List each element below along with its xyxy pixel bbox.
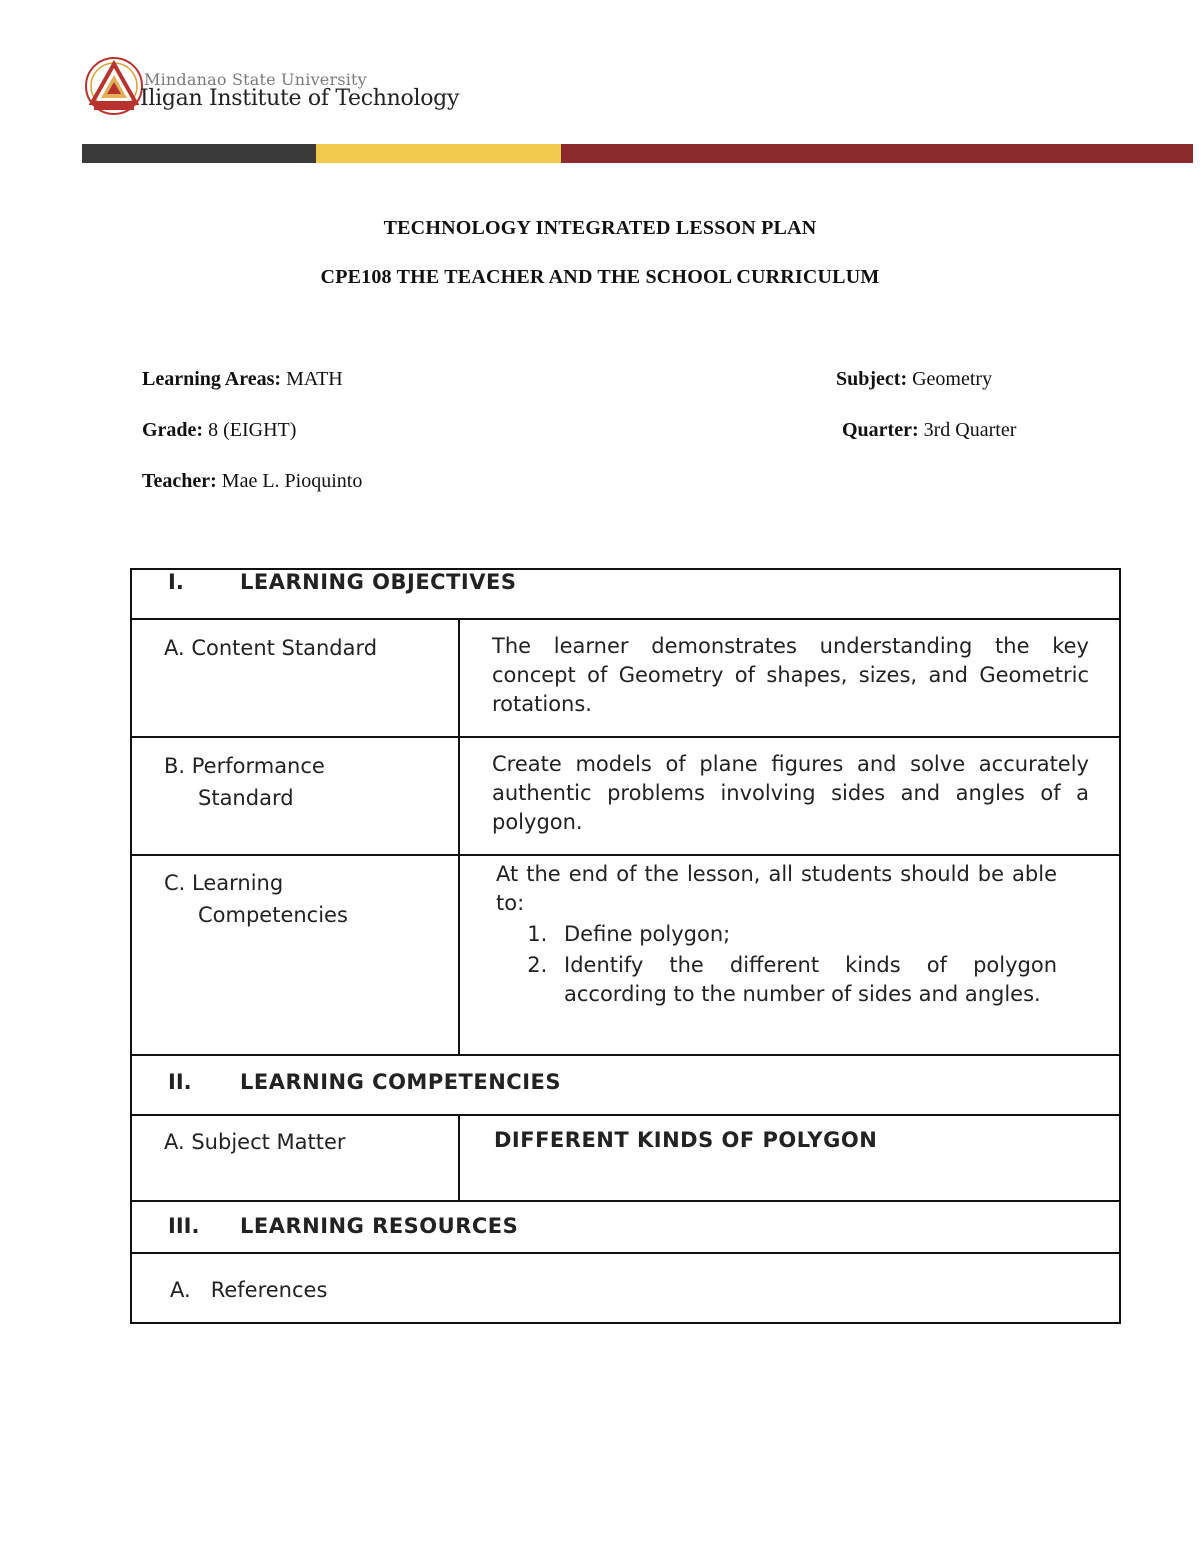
row-text (460, 856, 1119, 1009)
course-title: CPE108 THE TEACHER AND THE SCHOOL CURRICULUM (320, 266, 880, 288)
section-title: LEARNING COMPETENCIES (240, 1070, 561, 1094)
competencies-list (492, 920, 1057, 1009)
section-number: III. (168, 1214, 200, 1238)
list-item: 2. Identify the different kinds of polygon according to the number of sides and angles. (554, 951, 1057, 1009)
row-label (132, 738, 458, 814)
competencies-intro: At the end of the lesson, all students should be able to: (496, 862, 1057, 915)
row-label-line2: Competencies (198, 903, 348, 927)
row-label (132, 856, 458, 931)
lesson-plan-table (130, 568, 1121, 1324)
section-row-learning-resources (131, 1201, 1120, 1253)
table-row-content-standard (131, 619, 1120, 737)
subject (836, 368, 992, 391)
subject-matter-value: DIFFERENT KINDS OF POLYGON (494, 1128, 878, 1152)
university-name: Mindanao State University (144, 70, 367, 89)
row-label-line2: Standard (198, 786, 294, 810)
row-label: A. Content Standard (164, 636, 378, 660)
document-title: TECHNOLOGY INTEGRATED LESSON PLAN (383, 217, 817, 239)
row-text: The learner demonstrates understanding the key concept of Geometry of shapes, sizes, and Geometric rotations. (492, 634, 1089, 716)
section-title: LEARNING RESOURCES (240, 1214, 519, 1238)
learning-areas-label: Learning Areas: (142, 368, 282, 390)
header-stripe-maroon (561, 144, 1193, 163)
section-title: LEARNING OBJECTIVES (240, 570, 517, 594)
section-row-learning-competencies (131, 1055, 1120, 1115)
row-label-line1: C. Learning (164, 871, 284, 895)
row-label: A. Subject Matter (164, 1130, 346, 1154)
teacher-value: Mae L. Pioquinto (221, 470, 363, 492)
table-row-performance-standard (131, 737, 1120, 855)
references-label: A. References (170, 1278, 328, 1302)
institute-name: Iligan Institute of Technology (140, 86, 460, 111)
section-number: I. (168, 570, 184, 594)
row-text: Create models of plane figures and solve accurately authentic problems involving sides and angles of a polygon. (492, 752, 1089, 834)
table-row-learning-competencies (131, 855, 1120, 1055)
grade-label: Grade: (142, 419, 204, 441)
learning-areas-value: MATH (286, 368, 343, 390)
msu-iit-seal-icon (84, 55, 144, 117)
section-row-learning-objectives (131, 569, 1120, 619)
header-stripe-dark (82, 144, 316, 163)
quarter-label: Quarter: (842, 419, 919, 441)
header-stripe-gold (316, 144, 561, 163)
table-row-subject-matter (131, 1115, 1120, 1201)
grade-value: 8 (EIGHT) (208, 419, 297, 441)
subject-value: Geometry (912, 368, 993, 390)
teacher (142, 470, 362, 493)
subject-label: Subject: (836, 368, 908, 390)
learning-areas (142, 368, 343, 391)
grade (142, 419, 296, 442)
quarter-value: 3rd Quarter (923, 419, 1017, 441)
table-row-references (131, 1253, 1120, 1323)
section-number: II. (168, 1070, 192, 1094)
quarter (842, 419, 1016, 442)
list-item: 1. Define polygon; (554, 920, 1057, 949)
teacher-label: Teacher: (142, 470, 217, 492)
row-label-line1: B. Performance (164, 754, 325, 778)
